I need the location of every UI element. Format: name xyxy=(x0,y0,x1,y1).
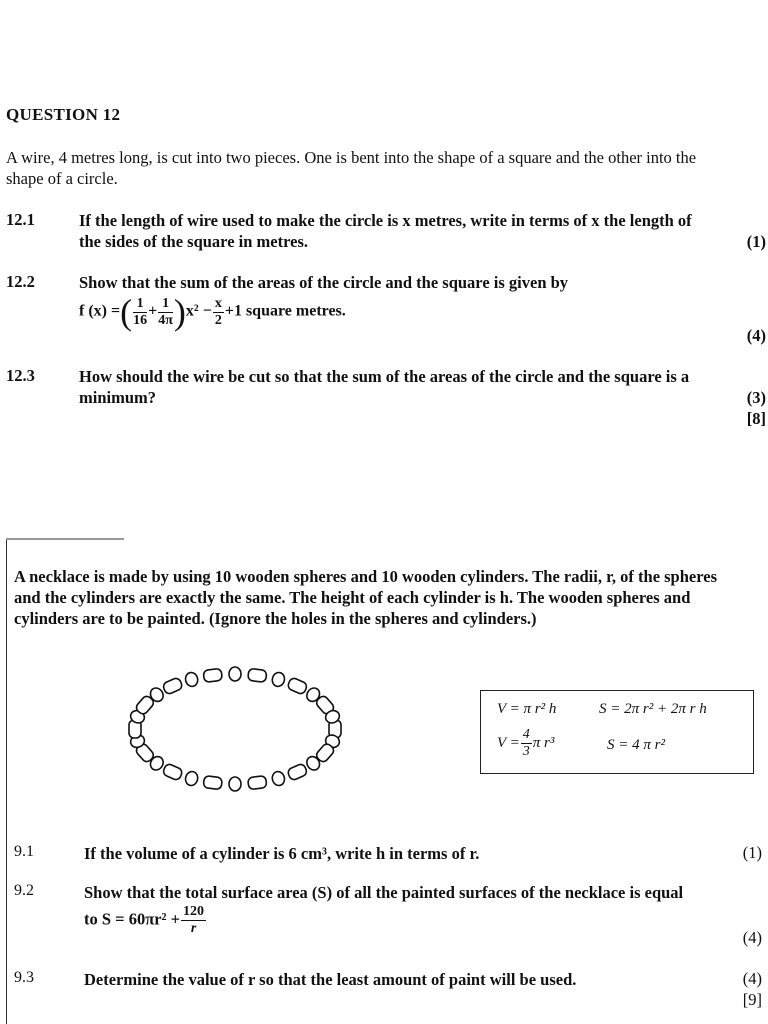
formula-lhs: f (x) = xyxy=(79,302,121,320)
necklace-cylinder xyxy=(203,776,222,790)
necklace-cylinder xyxy=(248,668,267,682)
item-12-3-text: How should the wire be cut so that the sum of the areas of the circle and the square is a minimum? xyxy=(79,367,690,407)
item-9-1-number: 9.1 xyxy=(14,843,34,860)
item-9-2-text: Show that the total surface area (S) of all the painted surfaces of the necklace is equal xyxy=(84,883,684,902)
necklace-beads xyxy=(129,667,342,791)
item-12-3-marks: (3) xyxy=(746,388,766,407)
item-12-2-marks: (4) xyxy=(746,326,766,345)
formula-tail-2: +1 square metres. xyxy=(224,302,346,320)
item-12-2-number: 12.2 xyxy=(6,272,35,291)
necklace-sphere xyxy=(229,667,241,681)
necklace-cylinder xyxy=(287,677,308,695)
necklace-sphere xyxy=(271,671,286,688)
sphere-surface-formula: S = 4 π r² xyxy=(607,737,665,753)
item-9-1-text: If the volume of a cylinder is 6 cm³, write h in terms of r. xyxy=(84,844,480,863)
question-12-intro: A wire, 4 metres long, is cut into two pieces. One is bent into the shape of a square and the other into the shape of a circle. xyxy=(6,148,697,188)
cylinder-volume-formula: V = π r² h xyxy=(497,701,557,717)
item-12-2-formula xyxy=(79,294,346,330)
frac2-num: 1 xyxy=(158,296,173,313)
frac2-den: 4π xyxy=(158,312,173,328)
item-12-2-text: Show that the sum of the areas of the circle and the square is given by xyxy=(79,273,569,292)
question-12-total: [8] xyxy=(746,409,766,428)
sphere-volume-lhs: V = xyxy=(497,734,520,751)
fraction-4-3 xyxy=(521,727,532,760)
cylinder-surface-formula: S = 2π r² + 2π r h xyxy=(599,701,707,717)
sphere-frac-num: 4 xyxy=(522,727,530,742)
formula-9-2-num: 120 xyxy=(183,904,205,919)
question-9-total: [9] xyxy=(742,990,762,1009)
left-paren: ( xyxy=(120,292,133,332)
necklace-cylinder xyxy=(287,763,308,781)
right-paren: ) xyxy=(173,292,186,332)
item-12-1-text: If the length of wire used to make the circle is x metres, write in terms of x the length of the sides of the square in metres. xyxy=(79,211,692,251)
frac3-num: x xyxy=(214,295,222,311)
sphere-frac-den: 3 xyxy=(522,744,530,759)
item-12-1-marks: (1) xyxy=(746,232,766,251)
item-9-2-marks: (4) xyxy=(742,928,762,947)
item-9-3-number: 9.3 xyxy=(14,969,34,986)
necklace-sphere xyxy=(229,777,241,791)
necklace-sphere xyxy=(184,770,199,787)
item-9-3-marks: (4) xyxy=(742,969,762,988)
question-9-intro: A necklace is made by using 10 wooden spheres and 10 wooden cylinders. The radii, r, of the spheres and the cylinders are exactly the same. The height of each cylinder is h. The wooden spheres and cylinders are to be painted. (Ignore the holes in the spheres and cylinders.) xyxy=(14,567,718,628)
formula-tail-1: x² − xyxy=(185,302,212,320)
item-12-3-number: 12.3 xyxy=(6,366,35,385)
item-9-3-text: Determine the value of r so that the least amount of paint will be used. xyxy=(84,970,577,989)
item-12-1-number: 12.1 xyxy=(6,210,35,229)
necklace-cylinder xyxy=(162,763,183,781)
necklace-sphere xyxy=(271,770,286,787)
item-9-1-marks: (1) xyxy=(742,843,762,862)
formula-box xyxy=(480,690,754,774)
formula-9-2-den: r xyxy=(190,921,197,936)
fraction-120-r xyxy=(181,904,206,937)
sphere-volume-rhs: π r³ xyxy=(532,734,555,751)
sphere-volume-formula xyxy=(497,727,554,760)
necklace-cylinder xyxy=(162,677,183,695)
frac1-num: 1 xyxy=(133,296,147,313)
item-9-2-formula-pre: to S = 60πr² + xyxy=(84,909,181,929)
necklace-illustration xyxy=(120,660,350,798)
question-9-cropped-heading xyxy=(6,538,124,540)
question-12-title: QUESTION 12 xyxy=(6,105,121,124)
fraction-1-16 xyxy=(133,296,147,329)
formula-plus: + xyxy=(148,302,158,320)
necklace-cylinder xyxy=(248,776,267,790)
fraction-1-4pi xyxy=(158,296,173,329)
necklace-sphere xyxy=(184,671,199,688)
item-9-2-number: 9.2 xyxy=(14,882,34,899)
item-9-2-formula xyxy=(84,904,207,937)
frac1-den: 16 xyxy=(133,312,148,328)
frac3-den: 2 xyxy=(214,312,222,328)
fraction-x-2 xyxy=(213,296,224,329)
necklace-cylinder xyxy=(203,668,222,682)
